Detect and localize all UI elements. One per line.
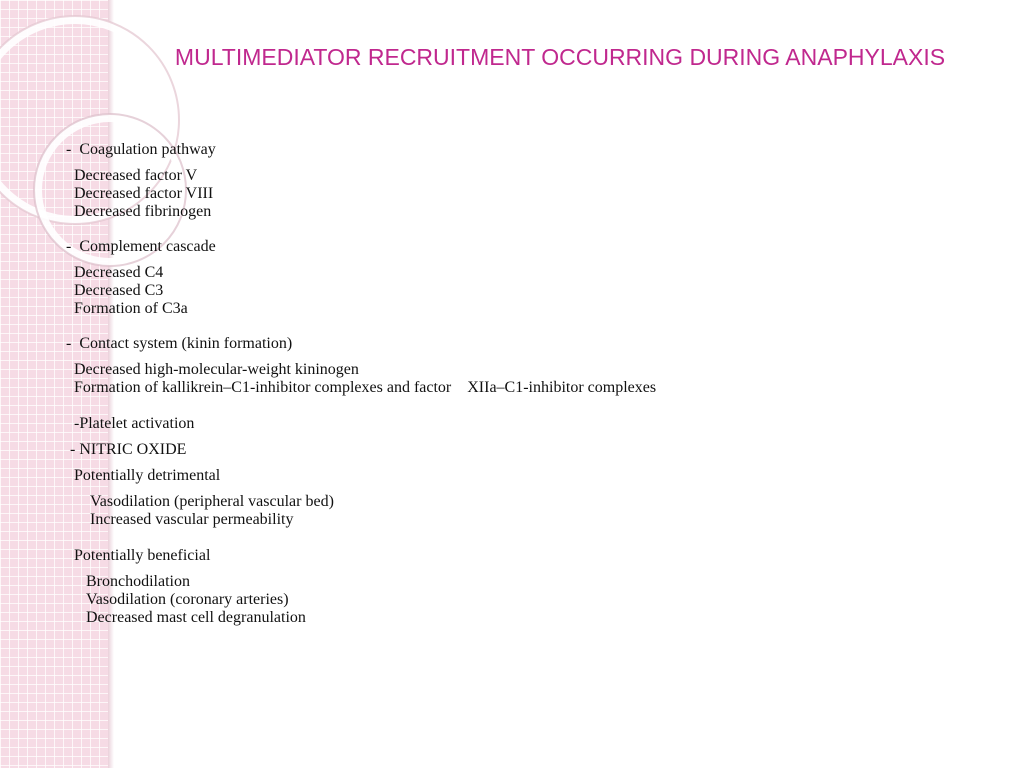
contact-item: Decreased high-molecular-weight kininogen [74, 361, 359, 378]
coagulation-item: Decreased factor VIII [74, 185, 214, 202]
beneficial-item: Vasodilation (coronary arteries) [86, 591, 289, 608]
detrimental-item: Increased vascular permeability [90, 511, 294, 528]
beneficial-item: Bronchodilation [86, 573, 190, 590]
contact-heading: - Contact system (kinin formation) [66, 335, 293, 352]
coagulation-item: Decreased factor V [74, 167, 198, 184]
platelet-heading: -Platelet activation [74, 415, 195, 432]
slide-title: MULTIMEDIATOR RECRUITMENT OCCURRING DURING ANAPHYLAXIS [174, 44, 946, 70]
coagulation-item: Decreased fibrinogen [74, 203, 212, 220]
complement-heading: - Complement cascade [66, 238, 216, 255]
detrimental-item: Vasodilation (peripheral vascular bed) [90, 493, 334, 510]
beneficial-item: Decreased mast cell degranulation [86, 609, 306, 626]
detrimental-label: Potentially detrimental [74, 467, 221, 484]
contact-item: Formation of kallikrein–C1-inhibitor complexes and factor XIIa–C1-inhibitor complexes [74, 379, 657, 396]
complement-item: Decreased C3 [74, 282, 164, 299]
nitric-oxide-heading: - NITRIC OXIDE [70, 441, 187, 458]
complement-item: Decreased C4 [74, 264, 164, 281]
complement-item: Formation of C3a [74, 300, 188, 317]
beneficial-label: Potentially beneficial [74, 547, 211, 564]
coagulation-heading: - Coagulation pathway [66, 141, 216, 158]
